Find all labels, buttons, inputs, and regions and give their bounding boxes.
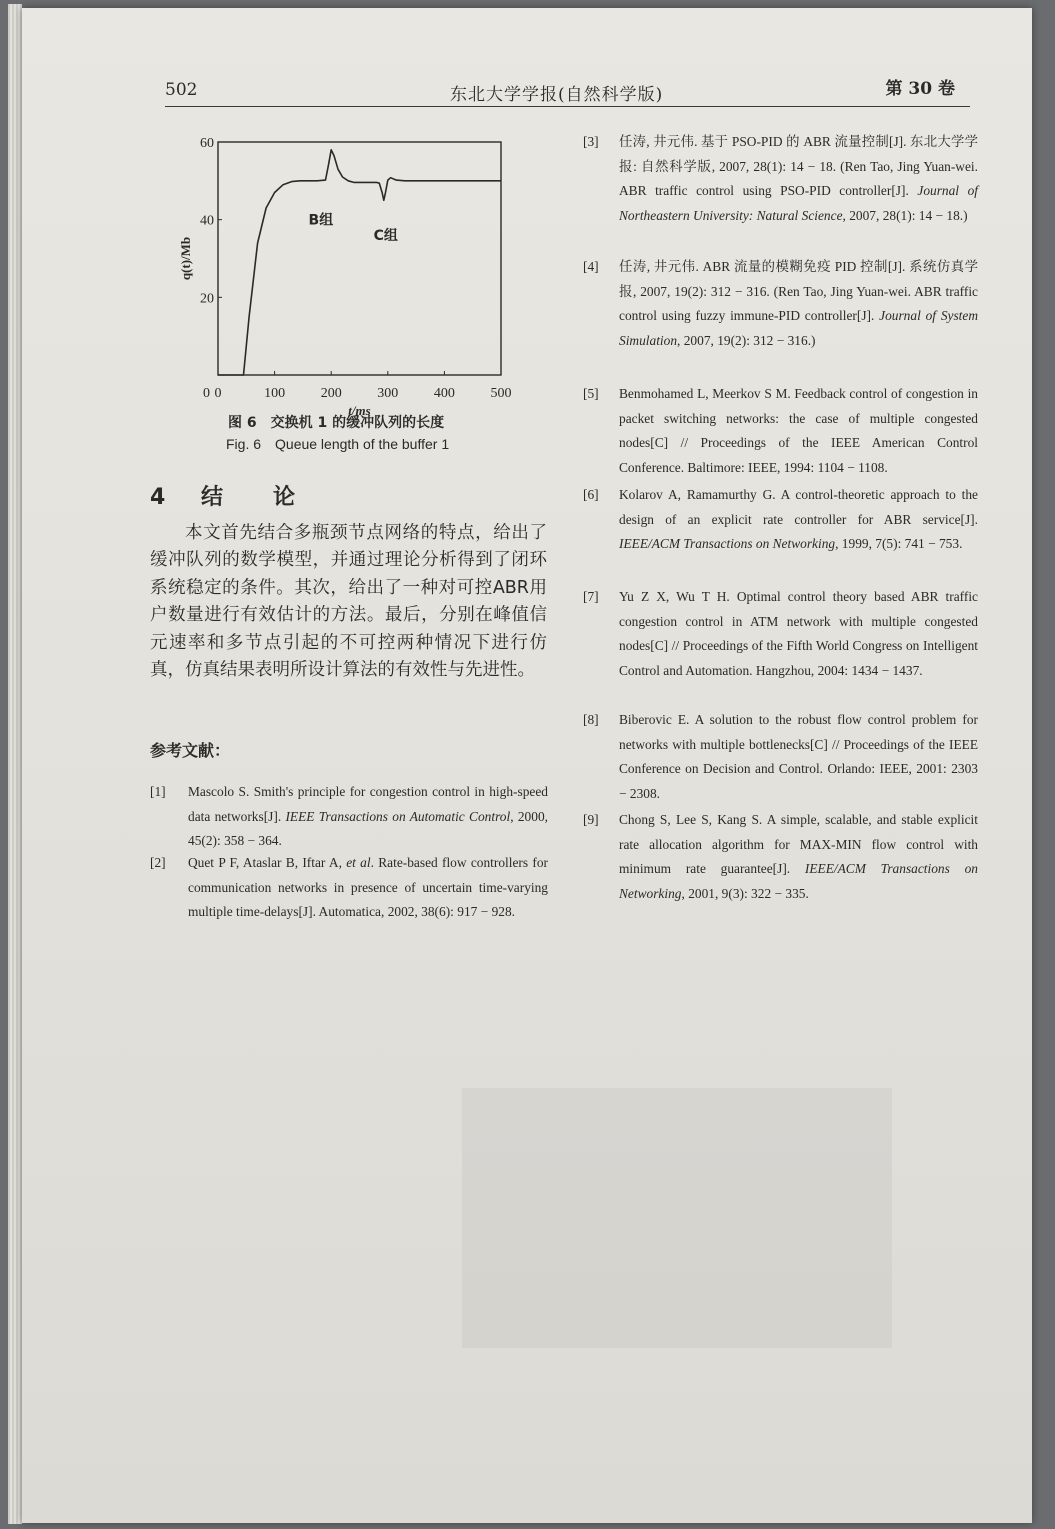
journal-title: 东北大学学报(自然科学版) [450,85,664,105]
reference-text: Kolarov A, Ramamurthy G. A control-theoretic approach to the design of an explicit rate controller for ABR service[J]. IEEE/ACM Transactions on Networking, 1999, 7(5): 741 − 753. [619,487,978,551]
reference-item [583,382,978,480]
chart-annotation: C组 [373,228,398,245]
reference-text: 任涛, 井元伟. ABR 流量的模糊免疫 PID 控制[J]. 系统仿真学报, 2007, 19(2): 312 − 316. (Ren Tao, Jing Yuan-wei. ABR traffic control using fuzzy immune-PID controller[J]. Journal of System Simulation, 2007, 19(2): 312 − 316.) [619,259,978,348]
reference-item [583,585,978,683]
reference-item [583,483,978,557]
reference-number: [4] [583,259,599,274]
reference-text: Biberovic E. A solution to the robust flow control problem for networks with multiple bottlenecks[C] // Proceedings of the IEEE Conference on Decision and Control. Orlando: IEEE, 2001: 2303 − 2308. [619,712,978,801]
reference-number: [6] [583,487,599,502]
x-axis-label: t/ms [348,403,371,418]
conclusion-paragraph: 本文首先结合多瓶颈节点网络的特点，给出了缓冲队列的数学模型，并通过理论分析得到了闭环系统稳定的条件。其次，给出了一种对可控ABR用户数量进行有效估计的方法。最后，分别在峰值信元速率和多节点引起的不可控两种情况下进行仿真，仿真结果表明所设计算法的有效性与先进性。 [150,523,547,681]
page-stack-edge [8,4,22,1524]
reference-number: [2] [150,855,166,870]
series-line-queue-length [218,150,501,375]
show-through-figure [462,1088,892,1348]
y-tick-label: 60 [200,136,214,151]
reference-item [150,851,548,925]
reference-number: [8] [583,712,599,727]
y-tick-label: 40 [200,213,214,229]
reference-text: Quet P F, Ataslar B, Iftar A, et al. Rate-based flow controllers for communication networks in presence of uncertain time-varying multiple time-delays[J]. Automatica, 2002, 38(6): 917 − 928. [188,855,548,919]
reference-text: Yu Z X, Wu T H. Optimal control theory based ABR traffic congestion control in ATM network with multiple congested nodes[C] // Proceedings of the Fifth World Congress on Intelligent Control and Automation. Hangzhou, 2004: 1434 − 1437. [619,589,978,678]
reference-text: Chong S, Lee S, Kang S. A simple, scalable, and stable explicit rate allocation algorithm for MAX-MIN flow control with minimum rate guarantee[J]. IEEE/ACM Transactions on Networking, 2001, 9(3): 322 − 335. [619,812,978,901]
volume-label: 第 30 卷 [885,79,955,99]
reference-text: Mascolo S. Smith's principle for congestion control in high-speed data networks[J]. IEEE Transactions on Automatic Control, 2000, 45(2): 358 − 364. [188,784,548,848]
y-tick-label: 20 [200,291,214,307]
y-axis-label: q(t)/Mb [178,236,193,281]
queue-length-chart [165,130,555,460]
reference-item [583,808,978,906]
page-number: 502 [165,80,198,100]
figure-caption-cn: 图 6 交换机 1 的缓冲队列的长度 [228,415,445,431]
reference-text: Benmohamed L, Meerkov S M. Feedback control of congestion in packet switching networks: the case of multiple congested nodes[C] // Proceedings of the IEEE American Control Conference. Baltimore: IEEE, 1994: 1104 − 1108. [619,386,978,475]
plot-frame [218,142,501,375]
reference-item [150,780,548,854]
x-tick-label: 400 [433,386,455,401]
section-title: 4 结 论 [150,485,309,510]
x-tick-label: 500 [490,386,512,401]
reference-number: [1] [150,784,166,799]
reference-item [583,708,978,806]
reference-text: 任涛, 井元伟. 基于 PSO-PID 的 ABR 流量控制[J]. 东北大学学报: 自然科学版, 2007, 28(1): 14 − 18. (Ren Tao, Jing Yuan-wei. ABR traffic control using PSO-PID controller[J]. Journal of Northeastern University: Natural Science, 2007, 28(1): 14 − 18.) [619,134,978,223]
x-tick-label: 0 [214,386,222,401]
origin-label: 0 [203,386,210,401]
x-tick-label: 200 [320,386,342,401]
reference-number: [5] [583,386,599,401]
references-title: 参考文献： [150,741,231,760]
x-tick-label: 100 [264,386,286,401]
reference-number: [9] [583,812,599,827]
figure-caption-en: Fig. 6 Queue length of the buffer 1 [226,436,450,452]
x-tick-label: 300 [377,386,399,401]
reference-number: [3] [583,134,599,149]
reference-item [583,130,978,228]
reference-item [583,255,978,353]
running-header [165,72,970,107]
reference-number: [7] [583,589,599,604]
chart-annotation: B组 [308,212,334,229]
